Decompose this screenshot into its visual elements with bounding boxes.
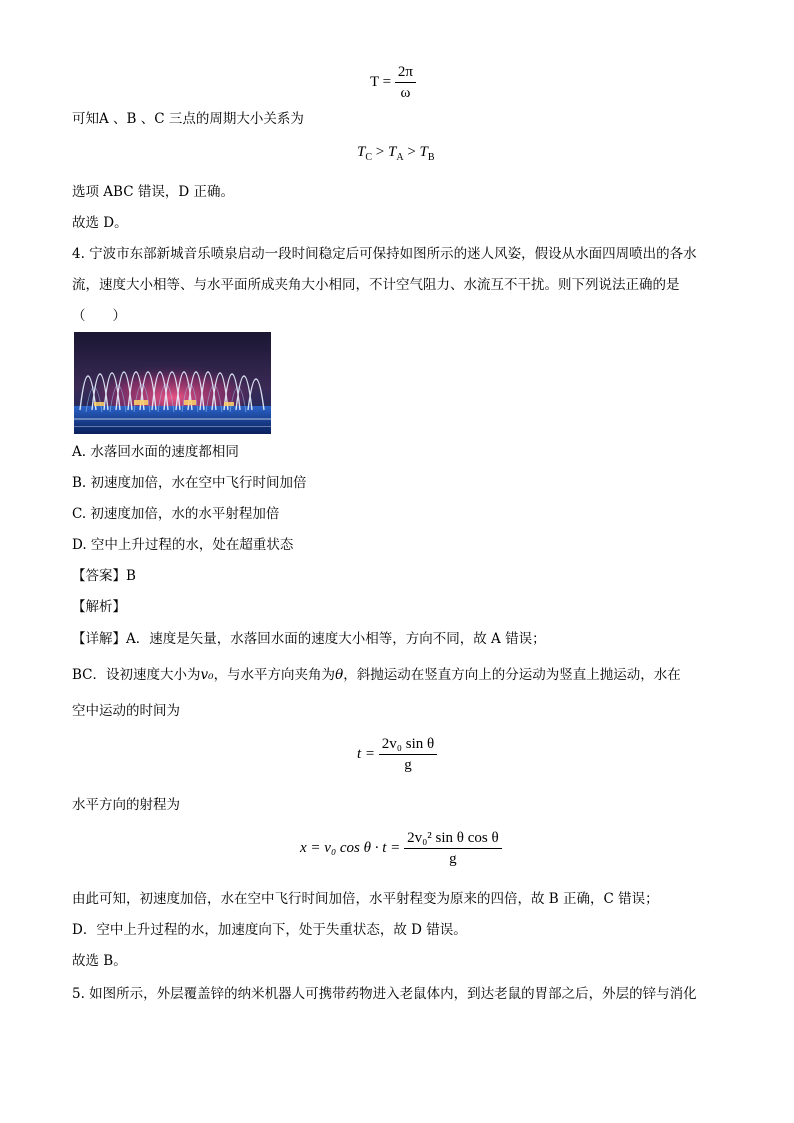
fraction-numerator: 2v₀² sin θ cos θ bbox=[404, 828, 502, 849]
fraction bbox=[395, 62, 416, 103]
subscript: C bbox=[365, 152, 373, 163]
fraction-numerator: 2v₀ sin θ bbox=[379, 734, 437, 755]
option-c: C. 初速度加倍，水的水平射程加倍 bbox=[72, 506, 280, 522]
answer-line bbox=[72, 567, 136, 585]
option-b: B. 初速度加倍，水在空中飞行时间加倍 bbox=[72, 475, 307, 491]
equation-range bbox=[300, 828, 502, 869]
question-stem: 5. 如图所示，外层覆盖锌的纳米机器人可携带药物进入老鼠体内，到达老鼠的胃部之后，外层的锌与消化 bbox=[72, 986, 697, 1002]
fountain-image bbox=[74, 332, 271, 434]
text-span: BC．设初速度大小为 bbox=[72, 667, 201, 683]
symbol: T bbox=[357, 144, 366, 160]
equation-time bbox=[357, 734, 437, 775]
operator: > bbox=[403, 144, 420, 160]
text-span: ，斜抛运动在竖直方向上的分运动为竖直上抛运动，水在 bbox=[343, 667, 681, 683]
paragraph: 选项 ABC 错误，D 正确。 bbox=[72, 184, 234, 200]
subscript: A bbox=[396, 152, 404, 163]
symbol: T bbox=[387, 144, 397, 160]
option-a: A. 水落回水面的速度都相同 bbox=[72, 444, 239, 460]
text-span: ，与水平方向夹角为 bbox=[213, 667, 336, 683]
symbol-theta: θ bbox=[335, 667, 344, 683]
detail-paragraph: D．空中上升过程的水，加速度向下，处于失重状态，故 D 错误。 bbox=[72, 922, 467, 938]
subscript: B bbox=[427, 152, 435, 163]
equation-period-order bbox=[357, 144, 435, 163]
symbol-v0: v₀ bbox=[200, 667, 214, 683]
operator: > bbox=[372, 144, 388, 160]
question-stem: 流，速度大小相等、与水平面所成夹角大小相同，不计空气阻力、水流互不干扰。则下列说法正确的是 bbox=[72, 277, 680, 293]
answer-bracket: （ ） bbox=[72, 308, 126, 324]
equation-lhs: t = bbox=[357, 745, 376, 762]
fraction-denominator: ω bbox=[400, 85, 411, 101]
detail-paragraph: 【详解】A．速度是矢量，水落回水面的速度大小相等，方向不同，故 A 错误； bbox=[72, 631, 546, 647]
paragraph: 故选 D。 bbox=[72, 215, 128, 231]
fraction bbox=[379, 734, 437, 775]
symbol: T bbox=[419, 144, 428, 160]
detail-paragraph: 水平方向的射程为 bbox=[72, 797, 180, 813]
paragraph: 可知A 、B 、C 三点的周期大小关系为 bbox=[72, 111, 304, 127]
detail-paragraph bbox=[72, 666, 681, 684]
question-stem: 4. 宁波市东部新城音乐喷泉启动一段时间稳定后可保持如图所示的迷人风姿，假设从水面四周喷出的各水 bbox=[72, 246, 697, 262]
equation-lhs: x = v₀ cos θ · t = bbox=[300, 839, 401, 856]
fountain-illustration bbox=[74, 332, 271, 434]
fraction-numerator: 2π bbox=[395, 62, 416, 83]
detail-paragraph: 空中运动的时间为 bbox=[72, 703, 180, 719]
analysis-tag: 【解析】 bbox=[72, 599, 126, 615]
fraction-denominator: g bbox=[449, 851, 457, 867]
equation-lhs: T = bbox=[370, 73, 392, 90]
answer-value: B bbox=[126, 568, 136, 584]
answer-tag: 【答案】 bbox=[72, 568, 126, 584]
option-d: D. 空中上升过程的水，处在超重状态 bbox=[72, 537, 294, 553]
detail-paragraph: 故选 B。 bbox=[72, 953, 127, 969]
detail-paragraph: 由此可知，初速度加倍，水在空中飞行时间加倍，水平射程变为原来的四倍，故 B 正确，C 错误； bbox=[72, 891, 659, 907]
equation-period bbox=[370, 62, 416, 103]
fraction-denominator: g bbox=[404, 757, 412, 773]
fraction bbox=[404, 828, 502, 869]
